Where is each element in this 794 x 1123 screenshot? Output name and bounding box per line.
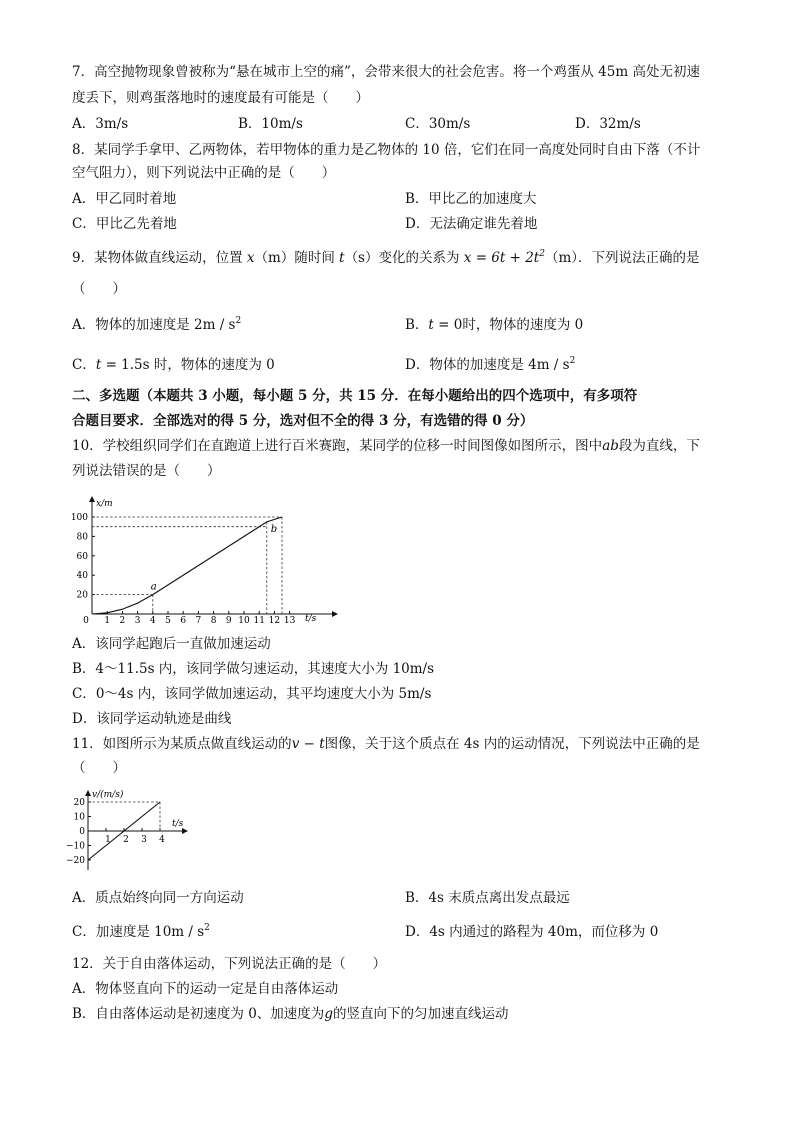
vt-ytick-label-0: 20 <box>73 798 85 808</box>
q9-stem-a: 9．某物体做直线运动，位置 <box>72 250 243 266</box>
xt-xtick-label-2: 2 <box>119 616 126 626</box>
q9-var-x: x <box>246 250 255 266</box>
xt-y-arrow <box>89 496 95 502</box>
q9-formula <box>464 250 545 266</box>
vt-y-arrow <box>85 790 91 796</box>
vt-ytick-label-1: 10 <box>73 812 85 823</box>
xt-x-arrow <box>332 611 338 617</box>
q12-option-b <box>72 1004 508 1024</box>
xt-xtick-label-1: 1 <box>104 616 111 626</box>
q7-option-d: D．32m/s <box>575 116 641 132</box>
q7-stem-line2: 度丢下，则鸡蛋落地时的速度最有可能是（ ） <box>72 90 369 106</box>
xt-graph <box>70 494 344 626</box>
q7-option-c: C．30m/s <box>405 116 471 132</box>
q8-option-c: C．甲比乙先着地 <box>72 216 177 232</box>
xt-point-label-b: b <box>270 523 278 535</box>
q8-option-b: B．甲比乙的加速度大 <box>405 191 537 207</box>
q11-stem-a: 11．如图所示为某质点做直线运动的 <box>72 736 292 752</box>
vt-graph <box>64 786 194 874</box>
xt-point-label-a: a <box>150 581 157 593</box>
q9-var-t: t <box>339 250 345 266</box>
q10-option-d: D．该同学运动轨迹是曲线 <box>72 711 232 727</box>
xt-xtick-label-3: 3 <box>134 616 141 626</box>
q8-option-a: A．甲乙同时着地 <box>72 191 177 207</box>
q12-option-b-b: 的竖直向下的匀加速直线运动 <box>332 1006 509 1022</box>
q11-option-c-exp: 2 <box>204 923 210 933</box>
vt-xtick-label-3: 4 <box>159 835 165 845</box>
q12-stem: 12．关于自由落体运动，下列说法正确的是（ ） <box>72 956 387 972</box>
q8-stem-line1: 8．某同学手拿甲、乙两物体，若甲物体的重力是乙物体的 10 倍，它们在同一高度处同时自由下落（不计 <box>72 142 701 158</box>
q9-option-d-exp: 2 <box>569 356 576 366</box>
q10-stem-line1 <box>72 436 700 456</box>
q11-option-a: A．质点始终向同一方向运动 <box>72 890 244 906</box>
q10-stem-line2: 列说法错误的是（ ） <box>72 463 221 479</box>
q10-option-c: C．0～4s 内，该同学做加速运动，其平均速度大小为 5m/s <box>72 686 432 702</box>
q11-stem-b: 图像，关于这个质点在 4s 内的运动情况，下列说法中正确的是 <box>324 736 700 752</box>
xt-xtick-label-0: 0 <box>83 616 89 626</box>
q9-paren: （ ） <box>72 281 126 297</box>
q9-formula-body: x = 6t + 2t <box>463 250 540 266</box>
q9-option-d-text: D．物体的加速度是 4m / s <box>405 357 570 373</box>
xt-ytick-label-0: 20 <box>76 590 88 601</box>
vt-ylabel: v/(m/s) <box>92 790 124 800</box>
q9-option-c-text: = 1.5s 时，物体的速度为 0 <box>101 357 275 373</box>
xt-ylabel: x/m <box>96 499 113 509</box>
q10-stem-b: 段为直线，下 <box>618 438 700 454</box>
xt-ytick-label-3: 80 <box>76 532 88 543</box>
q9-stem-b: （m）．下列说法正确的是 <box>544 250 700 266</box>
xt-xtick-label-12: 12 <box>268 616 281 626</box>
q10-stem-var: ab <box>602 438 619 454</box>
xt-xtick-label-13: 13 <box>283 616 296 626</box>
q10-option-b: B．4～11.5s 内，该同学做匀速运动，其速度大小为 10m/s <box>72 661 435 677</box>
xt-ytick-label-2: 60 <box>76 551 88 562</box>
q9-stem <box>72 248 700 268</box>
section2-heading-line1: 二、多选题（本题共 3 小题，每小题 5 分，共 15 分．在每小题给出的四个选项中，有多项符 <box>72 388 638 404</box>
xt-xtick-label-9: 9 <box>225 616 232 626</box>
xt-xtick-label-8: 8 <box>210 616 217 626</box>
xt-xlabel: t/s <box>305 614 317 624</box>
q9-option-a <box>72 315 241 335</box>
q11-option-b: B．4s 末质点离出发点最远 <box>405 890 570 906</box>
q12-option-b-a: B．自由落体运动是初速度为 0、加速度为 <box>72 1006 325 1022</box>
vt-axes <box>85 790 188 870</box>
q11-option-d: D．4s 内通过的路程为 40m，而位移为 0 <box>405 924 659 940</box>
vt-ytick-label-4: −20 <box>66 856 85 866</box>
section2-heading-line2: 合题目要求．全部选对的得 5 分，选对但不全的得 3 分，有选错的得 0 分） <box>72 413 534 429</box>
q12-option-a: A．物体竖直向下的运动一定是自由落体运动 <box>72 981 339 997</box>
xt-xtick-label-5: 5 <box>165 616 171 626</box>
q7-stem-line1: 7．高空抛物现象曾被称为“悬在城市上空的痛”，会带来很大的社会危害。将一个鸡蛋从 45m 高处无初速 <box>72 64 700 80</box>
q9-unit-m: （m）随时间 <box>254 250 335 266</box>
q9-option-d <box>405 355 575 375</box>
q9-option-c-var: t <box>95 357 102 373</box>
q11-option-c <box>72 922 210 942</box>
q11-stem-var: v − t <box>291 736 325 752</box>
q9-option-b-var: t <box>428 317 434 333</box>
q12-option-b-var: g <box>324 1006 333 1022</box>
q9-option-a-exp: 2 <box>235 316 242 326</box>
xt-xtick-label-7: 7 <box>195 616 202 626</box>
q9-option-b-text: = 0时，物体的速度为 0 <box>433 317 584 333</box>
q11-stem-line1 <box>72 734 700 754</box>
xt-xtick-label-4: 4 <box>149 616 156 626</box>
q9-unit-s: （s）变化的关系为 <box>344 250 460 266</box>
vt-ytick-label-3: −10 <box>66 841 85 852</box>
q11-option-c-text: C．加速度是 10m / s <box>72 924 205 940</box>
vt-xtick-label-2: 3 <box>141 835 147 845</box>
xt-series-ab-line <box>150 517 282 595</box>
q9-option-c-prefix: C． <box>72 357 96 373</box>
vt-xlabel: t/s <box>172 819 184 829</box>
q7-option-a: A．3m/s <box>72 116 129 132</box>
xt-xtick-label-10: 10 <box>238 616 250 626</box>
q9-option-c <box>72 355 275 375</box>
q11-paren: （ ） <box>72 760 126 776</box>
xt-ytick-label-4: 100 <box>70 513 88 523</box>
xt-ytick-label-1: 40 <box>76 571 88 582</box>
xt-xtick-label-11: 11 <box>253 616 265 626</box>
q10-stem-a: 10．学校组织同学们在直跑道上进行百米赛跑，某同学的位移一时间图像如图所示，图中 <box>72 438 603 454</box>
vt-ytick-label-2: 0 <box>79 827 85 837</box>
q10-option-a: A．该同学起跑后一直做加速运动 <box>72 636 271 652</box>
vt-xtick-label-1: 2 <box>123 835 129 845</box>
q8-option-d: D．无法确定谁先着地 <box>405 216 538 232</box>
q7-option-b: B．10m/s <box>238 116 303 132</box>
q9-option-b <box>405 315 583 335</box>
q9-option-b-prefix: B． <box>405 317 429 333</box>
q9-formula-exp: 2 <box>539 249 545 259</box>
q8-stem-line2: 空气阻力），则下列说法中正确的是（ ） <box>72 165 336 181</box>
vt-xtick-label-0: 1 <box>105 835 111 845</box>
xt-xtick-label-6: 6 <box>180 616 187 626</box>
q9-option-a-text: A．物体的加速度是 2m / s <box>72 317 236 333</box>
